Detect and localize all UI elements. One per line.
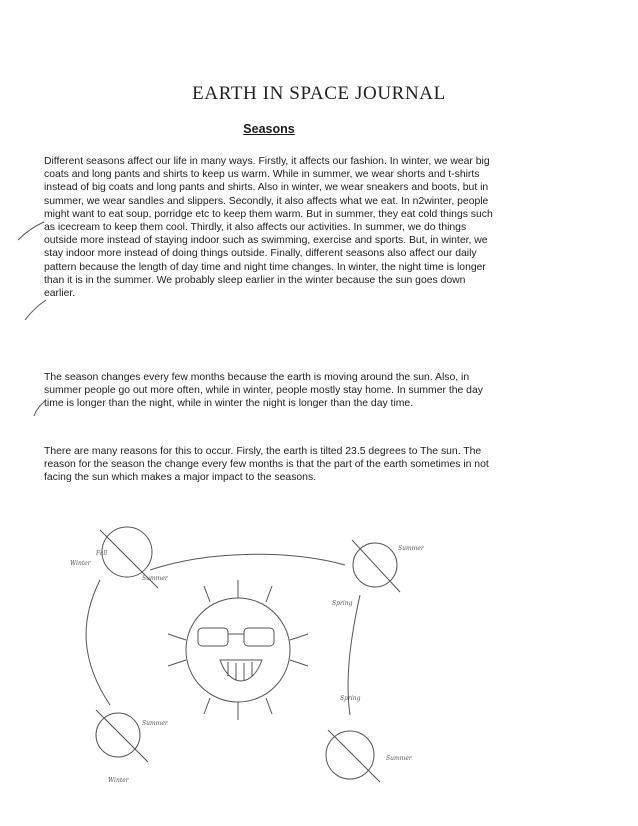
section-heading: Seasons xyxy=(243,122,295,136)
svg-text:Summer: Summer xyxy=(142,575,168,582)
svg-text:Summer: Summer xyxy=(142,720,168,727)
svg-text:Summer: Summer xyxy=(386,755,412,762)
earth-orbit-sketch xyxy=(0,510,638,826)
svg-text:Spring: Spring xyxy=(332,600,353,607)
check-mark-1 xyxy=(18,222,44,240)
svg-text:Summer: Summer xyxy=(398,545,424,552)
svg-text:Winter: Winter xyxy=(108,777,129,784)
paragraph-effects: Different seasons affect our life in many ways. Firstly, it affects our fashion. In winter, we wear big coats and long pants and shirts to keep us warm. While in summer, we wear shorts and t-shirts instead of big coats and long pants and shirts. Also in winter, we wear sneakers and boots, but in summer, we wear sandles and slippers. Secondly, it also affects what we eat. In n2winter, people might want to eat soup, porridge etc to keep them warm. But in summer, they eat cold things such as icecream to keep them cool. Thirdly, it also affects our activities. In summer, we do things outside more instead of staying indoor such as swimming, exercise and sports. But, in winter, we stay indoor more instead of doing things outside. Finally, different seasons also affect our daily pattern because the length of day time and night time changes. In winter, the night time is longer than it is in the summer. We probably sleep earlier in the winter because the sun goes down earlier. xyxy=(44,156,493,300)
earth-bottom-left xyxy=(96,710,169,784)
orbit-arc-left xyxy=(86,580,110,705)
svg-text:Fall: Fall xyxy=(96,550,108,557)
sun-drawing xyxy=(168,580,308,720)
svg-text:Winter: Winter xyxy=(70,560,91,567)
paragraph-reasons: There are many reasons for this to occur. Firsly, the earth is tilted 23.5 degrees to The sun. The reason for the season the change every few months is that the part of the earth sometimes in not facing the sun which makes a major impact to the seasons. xyxy=(44,446,489,484)
earth-bottom-right xyxy=(326,695,413,782)
journal-title: EARTH IN SPACE JOURNAL xyxy=(192,83,446,104)
svg-text:Spring: Spring xyxy=(340,695,361,702)
earth-top-left xyxy=(70,527,169,588)
orbit-arc-top xyxy=(150,554,345,570)
earth-top-right xyxy=(332,540,425,607)
paragraph-changes: The season changes every few months because the earth is moving around the sun. Also, in summer people go out more often, while in winter, people mostly stay home. In summer the day time is longer than the night, while in winter the night is longer than the day time. xyxy=(44,372,483,410)
check-mark-2 xyxy=(25,300,46,320)
